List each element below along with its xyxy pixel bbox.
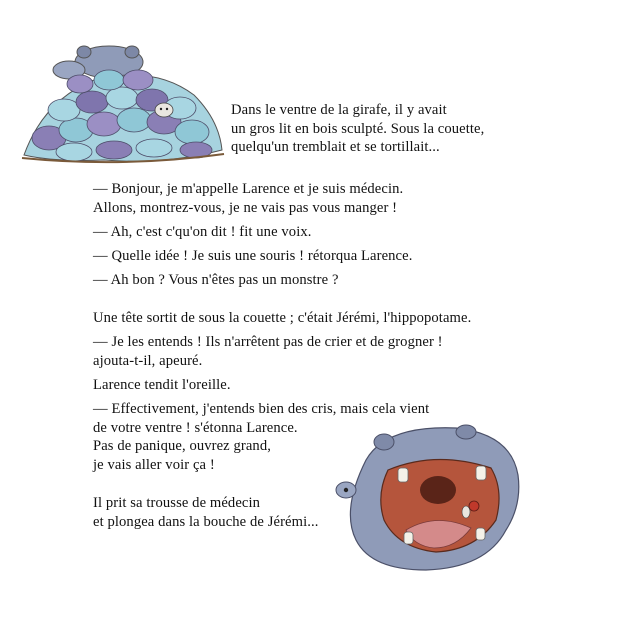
dialogue-paragraph-1 bbox=[93, 180, 403, 217]
story-line: je vais aller voir ça ! bbox=[93, 456, 215, 473]
story-line: Pas de panique, ouvrez grand, bbox=[93, 438, 271, 454]
dialogue-line: — Bonjour, je m'appelle Larence et je suis médecin. bbox=[93, 181, 404, 197]
hippo-open-mouth-illustration bbox=[326, 420, 526, 572]
dialogue-paragraph-4: — Ah bon ? Vous n'êtes pas un monstre ? bbox=[93, 272, 339, 288]
hippo-under-quilt-illustration bbox=[14, 40, 226, 170]
dialogue-paragraph-3: — Quelle idée ! Je suis une souris ! rétorqua Larence. bbox=[93, 248, 413, 264]
story-paragraph-7: Larence tendit l'oreille. bbox=[93, 377, 231, 393]
intro-paragraph bbox=[231, 101, 484, 157]
story-line: — Effectivement, j'entends bien des cris, mais cela vient bbox=[93, 401, 430, 417]
story-paragraph-6 bbox=[93, 333, 443, 370]
story-paragraph-9 bbox=[93, 494, 318, 531]
dialogue-line: Allons, montrez-vous, je ne vais pas vous manger ! bbox=[93, 199, 398, 216]
intro-line: un gros lit en bois sculpté. Sous la couette, bbox=[231, 120, 485, 137]
story-line: et plongea dans la bouche de Jérémi... bbox=[93, 513, 319, 530]
story-line: — Je les entends ! Ils n'arrêtent pas de crier et de grogner ! bbox=[93, 334, 443, 350]
story-line: de votre ventre ! s'étonna Larence. bbox=[93, 419, 298, 436]
intro-line: Dans le ventre de la girafe, il y avait bbox=[231, 102, 447, 118]
dialogue-paragraph-2: — Ah, c'est c'qu'on dit ! fit une voix. bbox=[93, 224, 312, 240]
story-line: Il prit sa trousse de médecin bbox=[93, 495, 261, 511]
story-paragraph-5: Une tête sortit de sous la couette ; c'était Jérémi, l'hippopotame. bbox=[93, 310, 472, 326]
story-line: ajouta-t-il, apeuré. bbox=[93, 352, 203, 369]
intro-line: quelqu'un tremblait et se tortillait... bbox=[231, 139, 440, 155]
